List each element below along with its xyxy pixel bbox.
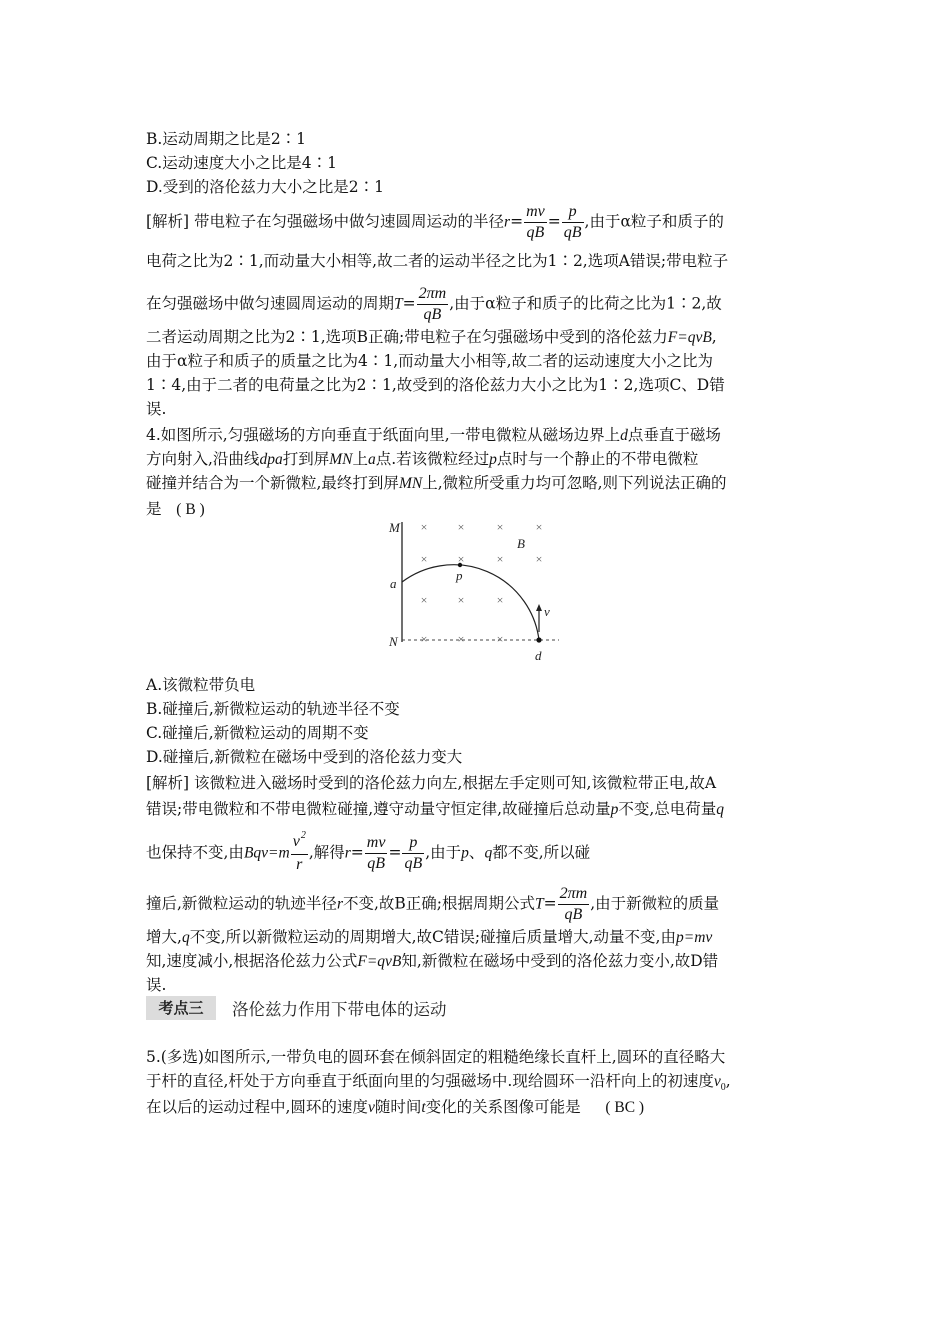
- option-q3-c: C.运动速度大小之比是4∶1: [146, 154, 337, 172]
- cross-mark: ×: [496, 632, 504, 646]
- label-p: p: [456, 568, 463, 583]
- cross-mark: ×: [457, 593, 465, 607]
- cross-mark: ×: [535, 520, 543, 534]
- fraction: $\frac{p}{qB}$: [404, 834, 423, 872]
- option-q3-b: B.运动周期之比是2∶1: [146, 130, 307, 148]
- cross-mark: ×: [457, 520, 465, 534]
- analysis4-line4: 撞后,新微粒运动的轨迹半径r不变,故B正确;根据周期公式T= $\frac{2\pi m}{qB}$ ,由于新微粒的质量: [146, 885, 720, 923]
- question4-line3: 碰撞并结合为一个新微粒,最终打到屏MN上,微粒所受重力均可忽略,则下列说法正确的: [146, 474, 727, 492]
- analysis4-line3: 也保持不变,由Bqv=m $\frac{v^2}{r}$ ,解得r= $\frac{mv}{qB}$ = $\frac{p}{qB}$ ,由于p、q都不变,所以碰: [146, 830, 591, 873]
- question4-line4: 是 ( B ): [146, 500, 205, 518]
- cross-mark: ×: [496, 520, 504, 534]
- cross-mark: ×: [496, 552, 504, 566]
- option-q4-b: B.碰撞后,新微粒运动的轨迹半径不变: [146, 700, 400, 718]
- analysis3-line2: 电荷之比为2∶1,而动量大小相等,故二者的运动半径之比为1∶2,选项A错误;带电粒子: [146, 252, 729, 270]
- question5-line2: 于杆的直径,杆处于方向垂直于纸面向里的匀强磁场中.现给圆环一沿杆向上的初速度$v_0$,: [146, 1072, 731, 1094]
- fraction: $\frac{v^2}{r}$: [292, 830, 306, 873]
- analysis3-line5: 由于α粒子和质子的质量之比为4∶1,而动量大小相等,故二者的运动速度大小之比为: [146, 352, 714, 370]
- question4-line1: 4.如图所示,匀强磁场的方向垂直于纸面向里,一带电微粒从磁场边界上d点垂直于磁场: [146, 426, 721, 444]
- analysis4-line5: 增大,q不变,所以新微粒运动的周期增大,故C错误;碰撞后质量增大,动量不变,由p=mv: [146, 928, 713, 946]
- fraction: $\frac{mv}{qB}$: [526, 203, 545, 241]
- analysis-tag: [解析]: [146, 212, 190, 231]
- option-q4-d: D.碰撞后,新微粒在磁场中受到的洛伦兹力变大: [146, 748, 463, 766]
- analysis3-line1: [解析] 带电粒子在匀强磁场中做匀速圆周运动的半径r= $\frac{mv}{qB}$ = $\frac{p}{qB}$ ,由于α粒子和质子的: [146, 203, 724, 241]
- fraction: $\frac{2\pi m}{qB}$: [559, 885, 588, 923]
- fraction: $\frac{2\pi m}{qB}$: [418, 285, 447, 323]
- cross-mark: ×: [420, 632, 428, 646]
- fraction: $\frac{mv}{qB}$: [366, 834, 386, 872]
- cross-mark: ×: [496, 593, 504, 607]
- option-q4-c: C.碰撞后,新微粒运动的周期不变: [146, 724, 369, 742]
- label-B: B: [517, 536, 525, 551]
- option-q3-d: D.受到的洛伦兹力大小之比是2∶1: [146, 178, 385, 196]
- analysis4-line1: [解析] 该微粒进入磁场时受到的洛伦兹力向左,根据左手定则可知,该微粒带正电,故A: [146, 774, 717, 792]
- cross-mark: ×: [420, 520, 428, 534]
- answer-q4: ( B ): [176, 501, 205, 518]
- analysis-tag: [解析]: [146, 774, 190, 792]
- label-d: d: [535, 648, 542, 663]
- label-M: M: [389, 520, 400, 535]
- analysis3-line4: 二者运动周期之比为2∶1,选项B正确;带电粒子在匀强磁场中受到的洛伦兹力F=qvB,: [146, 328, 717, 346]
- section-badge: 考点三: [146, 996, 216, 1020]
- question4-line2: 方向射入,沿曲线dpa打到屏MN上a点.若该微粒经过p点时与一个静止的不带电微粒: [146, 450, 699, 468]
- cross-mark: ×: [535, 552, 543, 566]
- analysis4-line2: 错误;带电微粒和不带电微粒碰撞,遵守动量守恒定律,故碰撞后总动量p不变,总电荷量q: [146, 800, 725, 818]
- label-N: N: [389, 634, 398, 649]
- label-a: a: [390, 576, 397, 591]
- section-title: 洛伦兹力作用下带电体的运动: [232, 1000, 447, 1019]
- option-q4-a: A.该微粒带负电: [146, 676, 256, 694]
- point-d: [536, 637, 541, 642]
- analysis3-line3: 在匀强磁场中做匀速圆周运动的周期T= $\frac{2\pi m}{qB}$ ,由于α粒子和质子的比荷之比为1∶2,故: [146, 285, 722, 323]
- fraction: $\frac{p}{qB}$: [563, 203, 582, 241]
- label-v: v: [544, 604, 550, 619]
- question5-line1: 5.(多选)如图所示,一带负电的圆环套在倾斜固定的粗糙绝缘长直杆上,圆环的直径略大: [146, 1048, 726, 1066]
- magnetic-field-figure: [384, 518, 584, 668]
- cross-mark: ×: [457, 632, 465, 646]
- cross-mark: ×: [420, 593, 428, 607]
- answer-q5: ( BC ): [605, 1099, 645, 1116]
- question5-line3: 在以后的运动过程中,圆环的速度v随时间t变化的关系图像可能是 ( BC ): [146, 1098, 645, 1116]
- analysis3-line7: 误.: [146, 400, 167, 418]
- analysis3-line6: 1∶4,由于二者的电荷量之比为2∶1,故受到的洛伦兹力大小之比为1∶2,选项C、D错: [146, 376, 725, 394]
- analysis4-line6: 知,速度减小,根据洛伦兹力公式F=qvB知,新微粒在磁场中受到的洛伦兹力变小,故D错: [146, 952, 719, 970]
- cross-mark: ×: [420, 552, 428, 566]
- analysis4-line7: 误.: [146, 976, 167, 994]
- arrow-head: [536, 604, 542, 611]
- cross-mark: ×: [457, 552, 465, 566]
